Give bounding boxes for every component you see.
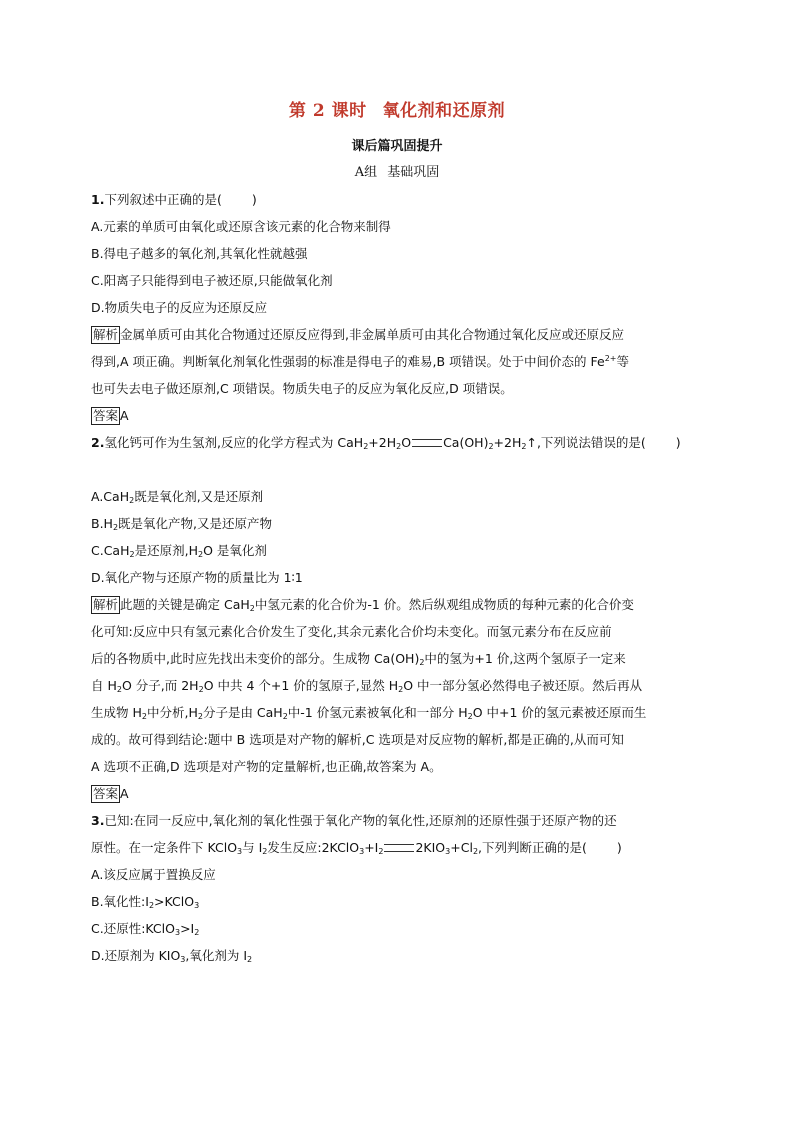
q3-option-b: B.氧化性$:I_2>KClO_3$: [91, 894, 200, 910]
equals-sign: [384, 844, 414, 852]
q3-stem: 3.已知:在同一反应中,氧化剂的氧化性强于氧化产物的氧化性,还原剂的还原性强于还原产物的还: [91, 813, 617, 828]
q3-option-c: C.还原性$:KClO_3>I_2$: [91, 921, 200, 937]
q3-option-d: D.还原剂为 $KIO_3$,氧化剂为 $I_2$: [91, 948, 253, 964]
equals-sign: [412, 439, 442, 447]
group-label: A组: [354, 165, 378, 180]
q2-analysis-line5: 生成物 $H_2$中分析$,H_2$分子是由 CaH$_2$中-1 价氢元素被氧化和一部分 $H_2O$ 中+1 价的氢元素被还原而生: [91, 705, 647, 721]
q2-option-d: D.氧化产物与还原产物的质量比为 1∶1: [91, 570, 303, 585]
q2-analysis-line7: A 选项不正确,D 选项是对产物的定量解析,也正确,故答案为 A。: [91, 759, 442, 774]
q3-option-a: A.该反应属于置换反应: [91, 867, 216, 882]
questions: [91, 186, 713, 969]
answer-label: 答案: [93, 408, 119, 423]
q2-answer: [91, 780, 713, 807]
analysis-label: 解析: [93, 597, 119, 612]
q1-option-d: D.物质失电子的反应为还原反应: [91, 300, 268, 315]
q2-option-a: A.CaH$_2$既是氧化剂,又是还原剂: [91, 489, 264, 505]
q1-option-c: C.阳离子只能得到电子被还原,只能做氧化剂: [91, 273, 333, 288]
lesson-number: 第 2 课时: [288, 101, 367, 121]
q2-stem: 2.氢化钙可作为生氢剂,反应的化学方程式为 $CaH_2+2H_2O$ $Ca(OH)_2+2H_2↑$,下列说法错误的是( ): [91, 435, 681, 451]
q2-option-c: C.CaH$_2$是还原剂$,H_2O$ 是氧化剂: [91, 543, 267, 559]
section-subtitle: 课后篇巩固提升: [351, 139, 443, 154]
q2-option-b: $B.H_2$既是氧化产物,又是还原产物: [91, 516, 273, 532]
q1-analysis: 解析 金属单质可由其化合物通过还原反应得到,非金属单质可由其化合物通过氧化反应或还原反应: [93, 327, 624, 342]
q2-number: 2.: [91, 435, 105, 450]
answer-value: A: [120, 408, 129, 423]
answer-value: A: [120, 786, 129, 801]
analysis-label: 解析: [93, 327, 119, 342]
q1-answer: [91, 402, 713, 429]
q1-option-a: A.元素的单质可由氧化或还原含该元素的化合物来制得: [91, 219, 391, 234]
q1-option-b: B.得电子越多的氧化剂,其氧化性就越强: [91, 246, 308, 261]
group-heading: [0, 161, 794, 180]
q2-analysis-line2: 化可知:反应中只有氢元素化合价发生了变化,其余元素化合价均未变化。而氢元素分布在反应前: [91, 624, 612, 639]
q1-number: 1.: [91, 192, 105, 207]
lesson-topic: 氧化剂和还原剂: [382, 101, 506, 121]
lesson-title: [0, 96, 794, 121]
q2-analysis-line6: 成的。故可得到结论:题中 B 选项是对产物的解析,C 选项是对反应物的解析,都是正确的,从而可知: [91, 732, 624, 747]
q2-analysis-line4: 自 $H_2O$ 分子,而 $2H_2O$ 中共 4 个+1 价的氢原子,显然 $H_2O$ 中一部分氢必然得电子被还原。然后再从: [91, 678, 643, 694]
q1-stem: 1.下列叙述中正确的是( ): [91, 192, 257, 207]
q3-stem-line2: 原性。在一定条件下 KClO$_3$与 $I_2$发生反应$:2KClO_3+I_2$ $2KIO_3+Cl_2$,下列判断正确的是( ): [91, 840, 622, 856]
answer-label: 答案: [93, 786, 119, 801]
q2-analysis-line3: 后的各物质中,此时应先找出未变价的部分。生成物 $Ca(OH)_2$中的氢为+1 价,这两个氢原子一定来: [91, 651, 626, 667]
q1-analysis-line3: 也可失去电子做还原剂,C 项错误。物质失电子的反应为氧化反应,D 项错误。: [91, 381, 513, 396]
q1-analysis-line2: 得到,A 项正确。判断氧化剂氧化性强弱的标准是得电子的难易,B 项错误。处于中间价态的 $Fe^{2+}$等: [91, 354, 630, 369]
q3-number: 3.: [91, 813, 105, 828]
q2-analysis: 解析 此题的关键是确定 CaH$_2$中氢元素的化合价为-1 价。然后纵观组成物质的每种元素的化合价变: [93, 597, 634, 613]
group-name: 基础巩固: [387, 165, 440, 180]
